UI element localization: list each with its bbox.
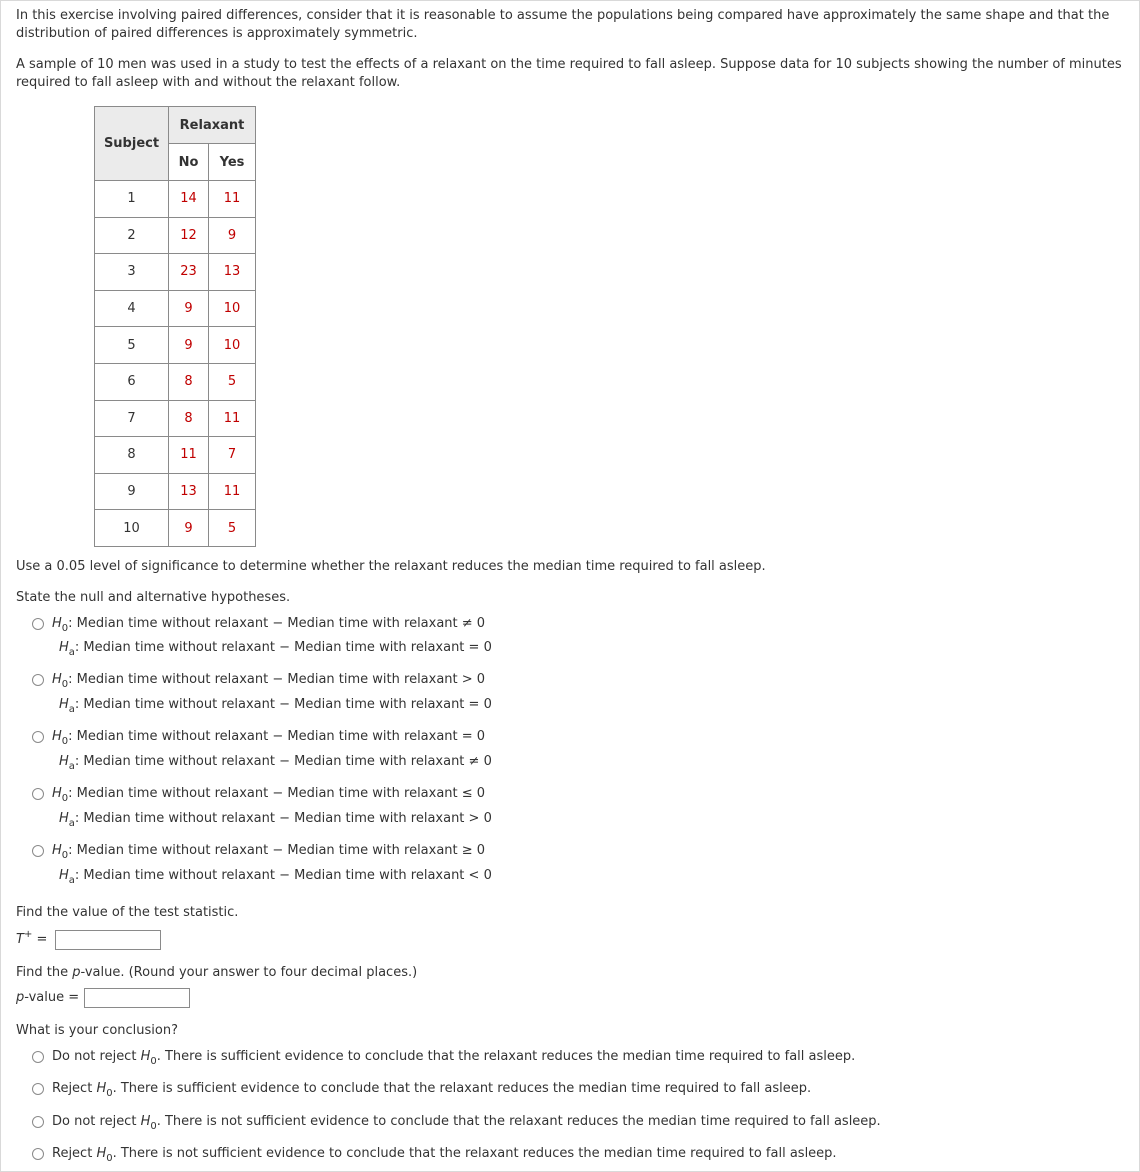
ha-subscript: a: [68, 875, 75, 886]
hypothesis-5-h0: [52, 842, 485, 860]
yes-cell: 5: [209, 363, 256, 400]
yes-cell: 11: [209, 181, 256, 218]
p-label-rest: -value =: [24, 990, 80, 1005]
conclusion-option-3: [52, 1113, 881, 1131]
h0-subscript: 0: [61, 623, 69, 634]
subject-cell: 7: [95, 400, 169, 437]
subject-cell: 9: [95, 473, 169, 510]
subject-cell: 2: [95, 217, 169, 254]
conclusion-radio-1[interactable]: [32, 1051, 44, 1063]
hypothesis-radio-1[interactable]: [32, 618, 44, 630]
hypothesis-3-ha: [59, 753, 492, 771]
p-value-prompt: [16, 964, 417, 982]
hypothesis-radio-3[interactable]: [32, 731, 44, 743]
hypothesis-2-ha: [59, 696, 492, 714]
ha-symbol: H: [59, 868, 69, 883]
subject-cell: 4: [95, 290, 169, 327]
hypothesis-1-h0: [52, 615, 485, 633]
subject-cell: 5: [95, 327, 169, 364]
hypothesis-lhs: : Median time without relaxant − Median time with relaxant: [68, 672, 462, 687]
hypothesis-2-h0: [52, 671, 485, 689]
sample-text: A sample of 10 men was used in a study to test the effects of a relaxant on the time required to fall asleep. Suppose data for 10 subjects showing the number of minutes required to fall asleep with and without the relaxant follow.: [16, 57, 1122, 90]
p-value-label: [16, 989, 79, 1007]
no-cell: 8: [169, 400, 209, 437]
hypothesis-lhs: : Median time without relaxant − Median time with relaxant: [74, 868, 469, 883]
test-stat-prompt: Find the value of the test statistic.: [16, 905, 239, 920]
conclusion-pre: Reject: [52, 1081, 97, 1096]
relaxant-header: Relaxant: [169, 107, 256, 144]
yes-cell: 11: [209, 400, 256, 437]
intro-text: In this exercise involving paired differences, consider that it is reasonable to assume the populations being compared have approximately the same shape and that the distribution of paired differences is approximately symmetric.: [16, 8, 1110, 41]
subject-cell: 8: [95, 437, 169, 474]
yes-cell: 9: [209, 217, 256, 254]
no-cell: 9: [169, 290, 209, 327]
h0-subscript: 0: [61, 736, 69, 747]
no-cell: 11: [169, 437, 209, 474]
h0-symbol: H: [96, 1081, 107, 1096]
hypothesis-4-ha: [59, 810, 492, 828]
conclusion-option-2: [52, 1080, 811, 1098]
ha-subscript: a: [68, 818, 75, 829]
yes-header: Yes: [209, 144, 256, 181]
p-prompt-italic: p: [72, 965, 81, 980]
conclusion-pre: Do not reject: [52, 1114, 141, 1129]
hypothesis-radio-5[interactable]: [32, 845, 44, 857]
subject-header: Subject: [95, 107, 169, 181]
h0-subscript: 0: [106, 1088, 113, 1099]
no-cell: 9: [169, 510, 209, 547]
ha-subscript: a: [68, 761, 75, 772]
h0-symbol: H: [140, 1114, 151, 1129]
hypothesis-radio-2[interactable]: [32, 674, 44, 686]
h0-subscript: 0: [61, 793, 69, 804]
conclusion-option-1: [52, 1048, 855, 1066]
hypothesis-4-h0: [52, 785, 485, 803]
hypothesis-radio-4[interactable]: [32, 788, 44, 800]
ha-relation: = 0: [468, 640, 492, 655]
conclusion-radio-4[interactable]: [32, 1148, 44, 1160]
table-row: [95, 363, 256, 400]
p-prompt-pre: Find the: [16, 965, 73, 980]
ha-relation: < 0: [468, 868, 492, 883]
h0-symbol: H: [52, 672, 62, 687]
hypothesis-3-h0: [52, 728, 485, 746]
h0-symbol: H: [52, 729, 62, 744]
subject-cell: 3: [95, 254, 169, 291]
table-row: [95, 290, 256, 327]
h0-symbol: H: [52, 843, 62, 858]
no-cell: 9: [169, 327, 209, 364]
hypothesis-lhs: : Median time without relaxant − Median time with relaxant: [68, 729, 462, 744]
significance-text: Use a 0.05 level of significance to determine whether the relaxant reduces the median time required to fall asleep.: [16, 559, 766, 574]
conclusion-prompt: What is your conclusion?: [16, 1023, 178, 1038]
h0-subscript: 0: [61, 850, 69, 861]
t-symbol: T: [16, 932, 24, 947]
hypothesis-lhs: : Median time without relaxant − Median time with relaxant: [74, 640, 469, 655]
h0-relation: ≥ 0: [461, 843, 486, 858]
yes-cell: 5: [209, 510, 256, 547]
hypothesis-lhs: : Median time without relaxant − Median time with relaxant: [74, 697, 469, 712]
no-cell: 12: [169, 217, 209, 254]
subject-cell: 1: [95, 181, 169, 218]
hypothesis-lhs: : Median time without relaxant − Median time with relaxant: [74, 811, 469, 826]
subject-cell: 6: [95, 363, 169, 400]
hypothesis-lhs: : Median time without relaxant − Median time with relaxant: [74, 754, 469, 769]
table-row: [95, 217, 256, 254]
conclusion-post: . There is sufficient evidence to conclude that the relaxant reduces the median time required to fall asleep.: [156, 1049, 856, 1064]
h0-symbol: H: [52, 616, 62, 631]
h0-symbol: H: [96, 1146, 107, 1161]
conclusion-pre: Reject: [52, 1146, 97, 1161]
subject-cell: 10: [95, 510, 169, 547]
h0-symbol: H: [140, 1049, 151, 1064]
yes-cell: 13: [209, 254, 256, 291]
no-cell: 23: [169, 254, 209, 291]
conclusion-option-4: [52, 1145, 837, 1163]
ha-relation: > 0: [468, 811, 492, 826]
hypothesis-lhs: : Median time without relaxant − Median time with relaxant: [68, 843, 462, 858]
yes-cell: 11: [209, 473, 256, 510]
h0-relation: ≤ 0: [461, 786, 486, 801]
ha-symbol: H: [59, 640, 69, 655]
table-row: [95, 327, 256, 364]
ha-relation: = 0: [468, 697, 492, 712]
table-row: [95, 473, 256, 510]
yes-cell: 10: [209, 327, 256, 364]
conclusion-post: . There is not sufficient evidence to conclude that the relaxant reduces the median time required to fall asleep.: [156, 1114, 881, 1129]
table-row: [95, 437, 256, 474]
conclusion-radio-3[interactable]: [32, 1116, 44, 1128]
no-cell: 14: [169, 181, 209, 218]
table-row: [95, 510, 256, 547]
ha-symbol: H: [59, 697, 69, 712]
no-cell: 8: [169, 363, 209, 400]
ha-symbol: H: [59, 754, 69, 769]
p-label-italic: p: [16, 990, 25, 1005]
no-header: No: [169, 144, 209, 181]
ha-relation: ≠ 0: [468, 754, 492, 769]
ha-subscript: a: [68, 647, 75, 658]
yes-cell: 7: [209, 437, 256, 474]
conclusion-post: . There is not sufficient evidence to conclude that the relaxant reduces the median time required to fall asleep.: [112, 1146, 837, 1161]
h0-subscript: 0: [150, 1056, 157, 1067]
t-equals: =: [32, 932, 48, 947]
hypothesis-lhs: : Median time without relaxant − Median time with relaxant: [68, 786, 462, 801]
test-stat-label: [16, 931, 47, 949]
h0-subscript: 0: [106, 1153, 113, 1164]
hypotheses-prompt: State the null and alternative hypotheses.: [16, 590, 291, 605]
table-row: [95, 254, 256, 291]
h0-relation: = 0: [461, 729, 486, 744]
hypothesis-5-ha: [59, 867, 492, 885]
conclusion-radio-2[interactable]: [32, 1083, 44, 1095]
hypothesis-1-ha: [59, 639, 492, 657]
no-cell: 13: [169, 473, 209, 510]
t-superscript: +: [23, 929, 33, 940]
p-prompt-post: -value. (Round your answer to four decimal places.): [80, 965, 418, 980]
h0-subscript: 0: [150, 1121, 157, 1132]
table-row: [95, 181, 256, 218]
conclusion-pre: Do not reject: [52, 1049, 141, 1064]
data-table: [94, 106, 256, 547]
conclusion-post: . There is sufficient evidence to conclude that the relaxant reduces the median time required to fall asleep.: [112, 1081, 812, 1096]
table-row: [95, 400, 256, 437]
test-stat-input[interactable]: [55, 930, 161, 950]
h0-relation: > 0: [461, 672, 486, 687]
h0-symbol: H: [52, 786, 62, 801]
ha-subscript: a: [68, 704, 75, 715]
h0-relation: ≠ 0: [461, 616, 486, 631]
hypothesis-lhs: : Median time without relaxant − Median time with relaxant: [68, 616, 462, 631]
ha-symbol: H: [59, 811, 69, 826]
h0-subscript: 0: [61, 679, 69, 690]
p-value-input[interactable]: [84, 988, 190, 1008]
yes-cell: 10: [209, 290, 256, 327]
